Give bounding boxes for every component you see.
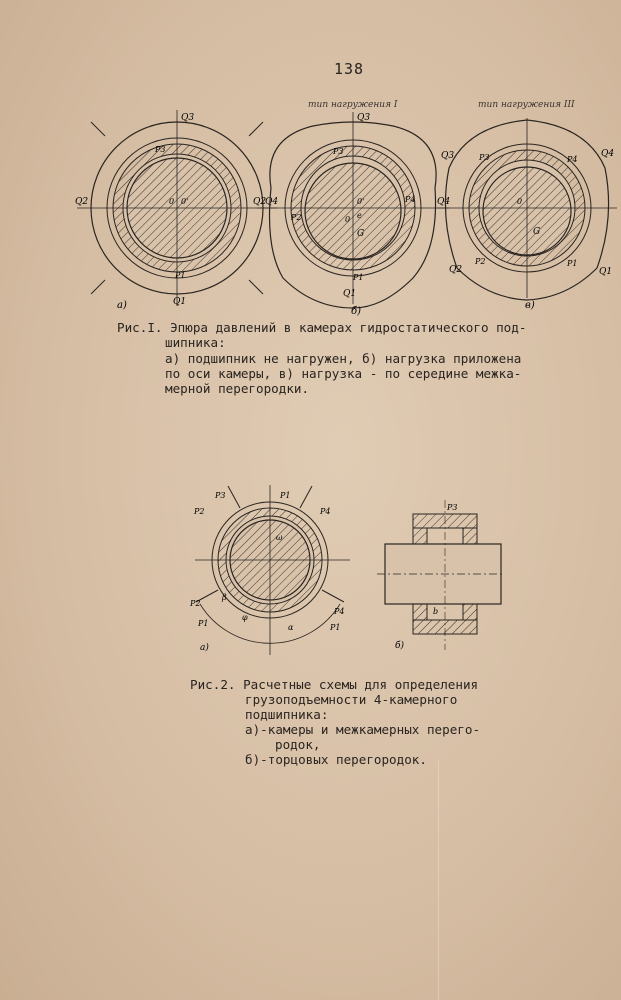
panel-b-label: б) — [395, 641, 405, 651]
label-p4: P4 — [320, 507, 331, 516]
label-p1: P1 — [175, 271, 186, 280]
label-q3: Q3 — [357, 113, 371, 123]
figure-1b-load-on-chamber-axis — [253, 112, 450, 317]
label-e: e — [357, 211, 362, 220]
label-q1: Q1 — [173, 297, 187, 307]
label-b: b — [433, 607, 439, 616]
panel-a-label: а) — [200, 643, 209, 653]
label-p2: P2 — [291, 213, 302, 222]
label-q1: Q1 — [599, 267, 613, 277]
figure-2-caption-line: грузоподъемности 4-камерного — [245, 692, 458, 707]
label-p1: P1 — [567, 259, 578, 268]
label-g: G — [533, 227, 541, 237]
figure-1-caption-line: по оси камеры, в) нагрузка - по середине межка- — [165, 366, 522, 381]
figure-2-caption-line: б)-торцовых перегородок. — [245, 752, 427, 767]
label-q4: Q4 — [437, 197, 451, 207]
figure-2-caption-line: родок, — [275, 737, 321, 752]
label-p1: P1 — [280, 491, 291, 500]
label-p2: P2 — [194, 507, 205, 516]
label-p3: P3 — [155, 145, 166, 154]
label-p4: P4 — [334, 607, 345, 616]
paper-crease — [438, 760, 439, 1000]
label-p2: P2 — [190, 599, 201, 608]
label-o-prime: 0' — [181, 197, 189, 206]
label-p3: P3 — [215, 491, 226, 500]
figure-1-pressure-diagrams — [75, 110, 615, 317]
label-q2: Q2 — [449, 265, 463, 275]
figure-1a-unloaded — [75, 110, 278, 311]
label-o: 0 — [517, 197, 523, 206]
figure-1-caption-continuation: шипника: — [165, 335, 226, 350]
label-o-prime: 0' — [357, 197, 365, 206]
figure-2-caption-line: подшипника: — [245, 707, 329, 722]
panel-a-label: а) — [117, 300, 127, 311]
label-p3: P3 — [333, 147, 344, 156]
label-q2: Q2 — [253, 197, 267, 207]
load-type-label-1: тип нагружения I — [308, 100, 398, 110]
page-number: 138 — [334, 60, 365, 78]
panel-b-label: б) — [351, 306, 362, 317]
label-q3: Q3 — [181, 113, 195, 123]
label-p1: P1 — [198, 619, 209, 628]
label-alpha: α — [288, 623, 294, 632]
label-omega: ω — [276, 533, 283, 542]
label-p1: P1 — [330, 623, 341, 632]
figure-1-caption-title: Рис.I. Эпюра давлений в камерах гидростатического под- — [117, 320, 527, 335]
label-beta: β — [222, 593, 227, 602]
label-phi: φ — [242, 613, 248, 622]
load-type-label-3: тип нагружения III — [478, 100, 575, 110]
label-p3: P3 — [447, 503, 458, 512]
label-q3: Q3 — [441, 151, 455, 161]
figure-2b-end-partitions — [375, 490, 505, 655]
panel-c-label: в) — [525, 300, 535, 311]
label-o: 0 — [345, 215, 351, 224]
label-p1: P1 — [353, 273, 364, 282]
label-g: G — [357, 229, 365, 239]
figure-2-caption-line: а)-камеры и межкамерных перего- — [245, 722, 481, 737]
label-o: 0 — [169, 197, 175, 206]
label-p3: P3 — [479, 153, 490, 162]
label-q2: Q2 — [75, 197, 89, 207]
figure-1c-load-on-partition — [437, 118, 617, 311]
label-q1: Q1 — [343, 289, 357, 299]
figure-2-caption-title: Рис.2. Расчетные схемы для определения — [190, 677, 479, 692]
label-p2: P2 — [475, 257, 486, 266]
figure-2a-calculation-scheme — [190, 480, 370, 660]
figure-1-caption-line: мерной перегородки. — [165, 381, 310, 396]
label-q4: Q4 — [265, 197, 279, 207]
label-p4: P4 — [405, 195, 416, 204]
figure-1-caption-line: а) подшипник не нагружен, б) нагрузка приложена — [165, 351, 522, 366]
label-q4: Q4 — [601, 149, 615, 159]
label-p4: P4 — [567, 155, 578, 164]
